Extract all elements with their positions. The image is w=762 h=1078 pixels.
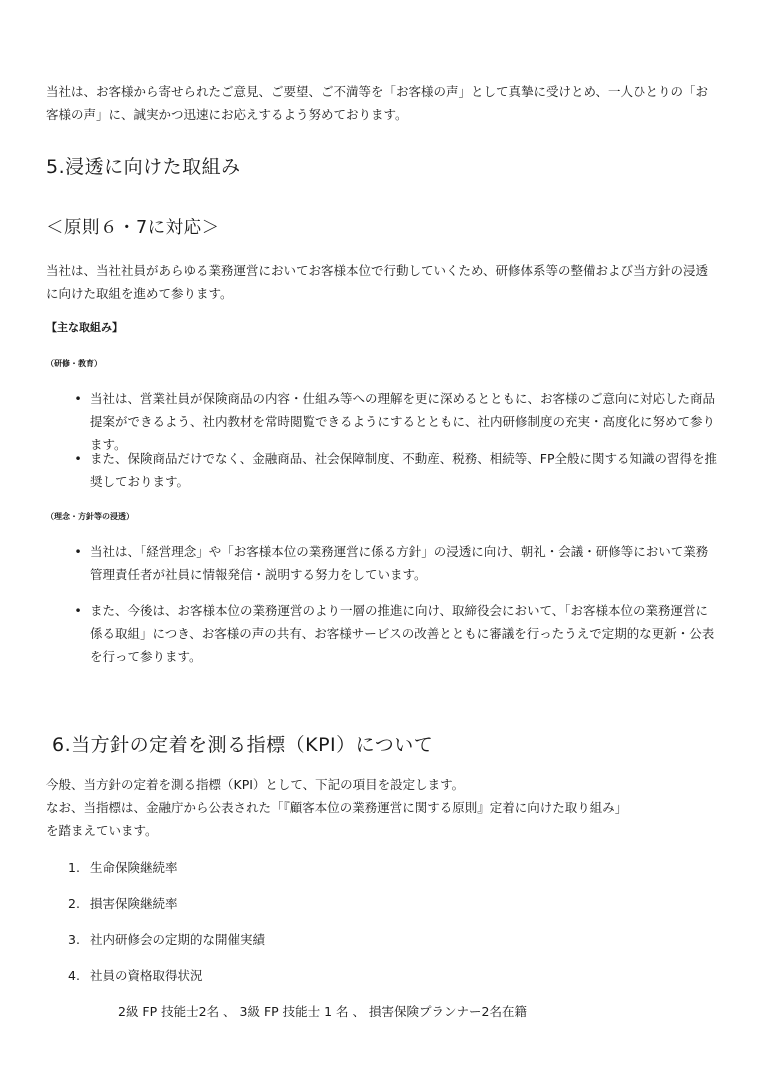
kpi-item [68,931,265,949]
list-item [68,387,718,456]
list-item-text: 当社は、「経営理念」や「お客様本位の業務運営に係る方針」の浸透に向け、朝礼・会議・研修等において業務管理責任者が社員に情報発信・説明する努力をしています。 [90,544,709,582]
list-item-text: また、保険商品だけでなく、金融商品、社会保障制度、不動産、税務、相続等、FP全般に関する知識の習得を推奨しております。 [90,451,717,489]
bullet-icon: • [74,544,82,559]
list-item [68,540,718,586]
list-item-text: また、今後は、お客様本位の業務運営のより一層の推進に向け、取締役会において、「お客様本位の業務運営に係る取組」につき、お客様の声の共有、お客様サービスの改善とともに審議を行ったうえで定期的な更新・公表を行って参ります。 [90,603,715,664]
list-item [68,447,718,493]
kpi-item [68,895,178,913]
section5-title: 5.浸透に向けた取組み [46,156,241,178]
bullet-icon: • [74,451,82,466]
section6-line-2: なお、当指標は、金融庁から公表された「『顧客本位の業務運営に関する原則』定着に向けた取り組み」 [46,800,628,815]
list-item-text: 当社は、営業社員が保険商品の内容・仕組み等への理解を更に深めるとともに、お客様のご意向に対応した商品提案ができるよう、社内教材を常時閲覧できるようにするとともに、社内研修制度の充実・高度化に努めて参ります。 [90,391,716,452]
main-initiatives-label: 【主な取組み】 [46,321,123,334]
intro-paragraph: 当社は、お客様から寄せられたご意見、ご要望、ご不満等を「お客様の声」として真摯に受けとめ、一人ひとりの「お客様の声」に、誠実かつ迅速にお応えするよう努めております。 [46,84,709,122]
qualification-note: 2級 FP 技能士2名 、 3級 FP 技能士 1 名 、 損害保険プランナー2名在籍 [118,1004,527,1019]
section6-title: 6.当方針の定着を測る指標（KPI）について [52,734,434,756]
section6-line-1: 今般、当方針の定着を測る指標（KPI）として、下記の項目を設定します。 [46,777,465,792]
kpi-item-label: 生命保険継続率 [90,860,178,875]
section5-principle: ＜原則６・7に対応＞ [46,218,220,238]
kpi-item-label: 社員の資格取得状況 [90,968,203,983]
kpi-item [68,859,178,877]
list-item [68,599,718,668]
bullet-icon: • [74,603,82,618]
section5-body: 当社は、当社社員があらゆる業務運営においてお客様本位で行動していくため、研修体系等の整備および当方針の浸透に向けた取組を進めて参ります。 [46,263,709,301]
group2-label: （理念・方針等の浸透） [46,512,134,521]
kpi-item-label: 損害保険継続率 [90,896,178,911]
section6-line-3: を踏まえています。 [46,823,158,838]
kpi-item-number: 1. [68,860,80,875]
group1-label: （研修・教育） [46,359,102,368]
kpi-item-number: 3. [68,932,80,947]
kpi-item [68,967,203,985]
bullet-icon: • [74,391,82,406]
kpi-item-number: 4. [68,968,80,983]
kpi-item-label: 社内研修会の定期的な開催実績 [90,932,266,947]
kpi-item-number: 2. [68,896,80,911]
